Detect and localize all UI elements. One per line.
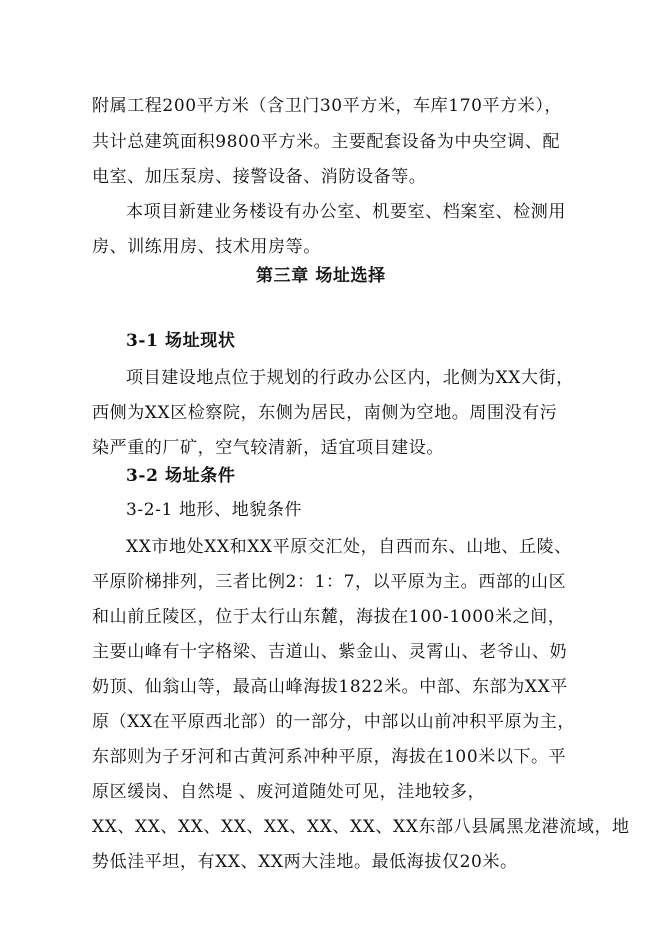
body-text-line: 主要山峰有十字格梁、吉道山、紫金山、灵霄山、老爷山、奶 (92, 642, 568, 662)
body-text-line: 项目建设地点位于规划的行政办公区内，北侧为XX大街， (126, 368, 574, 388)
body-text-line: 共计总建筑面积9800平方米。主要配套设备为中央空调、配 (92, 132, 561, 152)
body-text-line: 西侧为XX区检察院，东侧为居民，南侧为空地。周围没有污 (92, 403, 558, 423)
body-text-line: 原区缓岗、自然堤 、废河道随处可见，洼地较多， (92, 782, 486, 802)
chapter-title: 第三章 场址选择 (256, 266, 386, 286)
body-text-line: 东部则为子牙河和古黄河系冲种平原，海拔在100米以下。平 (92, 747, 567, 767)
body-text-line: 平原阶梯排列，三者比例2：1：7，以平原为主。西部的山区 (92, 572, 567, 592)
body-text-line: 原（XX在平原西北部）的一部分，中部以山前冲积平原为主， (92, 712, 576, 732)
body-text-line: 本项目新建业务楼设有办公室、机要室、档案室、检测用 (126, 202, 566, 222)
body-text-line: 势低洼平坦，有XX、XX两大洼地。最低海拔仅20米。 (92, 852, 518, 872)
body-text-line: 和山前丘陵区，位于太行山东麓，海拔在100-1000米之间， (92, 607, 566, 627)
body-text-line: 附属工程200平方米（含卫门30平方米，车库170平方米）， (92, 96, 563, 116)
body-text-line: 电室、加压泵房、接警设备、消防设备等。 (92, 167, 427, 187)
body-text-line: 奶顶、仙翁山等，最高山峰海拔1822米。中部、东部为XX平 (92, 677, 568, 697)
body-text-line: 染严重的厂矿，空气较清新，适宜项目建设。 (92, 438, 444, 458)
subsection-heading: 3-2-1 地形、地貌条件 (126, 500, 303, 520)
section-heading: 3-2 场址条件 (126, 466, 236, 486)
body-text-line: XX、XX、XX、XX、XX、XX、XX、XX东部八县属黑龙港流域，地 (92, 817, 630, 837)
body-text-line: 房、训练用房、技术用房等。 (92, 237, 321, 257)
section-heading: 3-1 场址现状 (126, 331, 236, 351)
body-text-line: XX市地处XX和XX平原交汇处，自西而东、山地、丘陵、 (126, 537, 572, 557)
